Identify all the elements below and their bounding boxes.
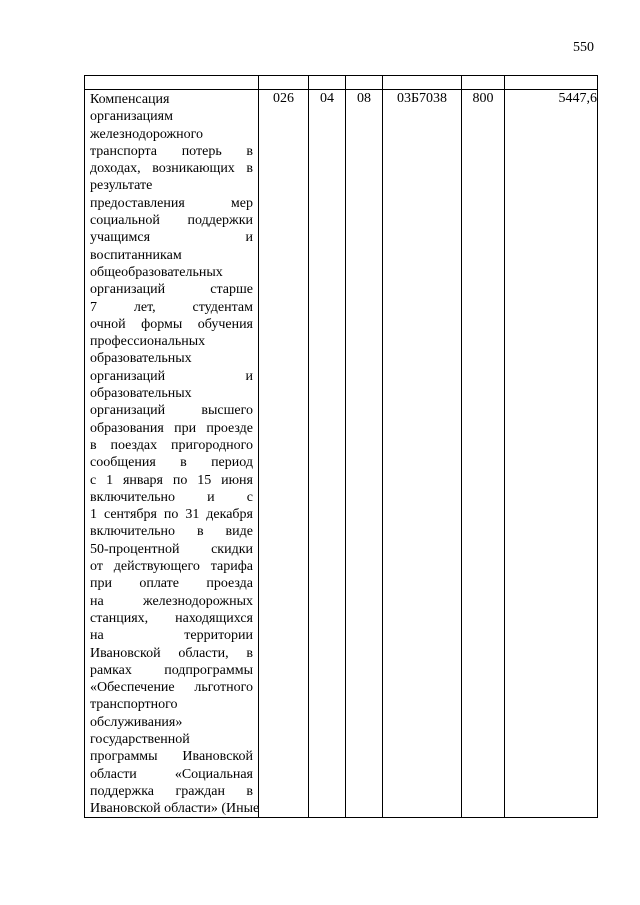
header-cell	[259, 76, 309, 90]
description-text	[85, 90, 258, 817]
description-line: воспитанникам	[90, 247, 182, 263]
description-line: организаций старше	[90, 282, 253, 298]
target-article-code: 03Б7038	[383, 90, 462, 818]
description-line: профессиональных	[90, 334, 206, 350]
description-line: от действующего тарифа	[90, 559, 253, 575]
description-line: включительно в виде	[90, 524, 253, 540]
description-line: в поездах пригородного	[90, 437, 253, 453]
description-line: области «Социальная	[90, 766, 253, 782]
amount-value: 5447,6	[505, 90, 598, 818]
description-line: 50-процентной скидки	[90, 541, 253, 557]
description-line: включительно и с	[90, 489, 253, 505]
expense-type-code: 800	[462, 90, 505, 818]
description-cell	[85, 90, 259, 818]
description-line: Ивановской области, в	[90, 645, 253, 661]
description-line: организаций высшего	[90, 403, 253, 419]
ministry-code: 026	[259, 90, 309, 818]
description-line: Компенсация	[90, 92, 170, 107]
header-cell	[505, 76, 598, 90]
description-line: обслуживания»	[90, 714, 183, 730]
header-cell	[85, 76, 259, 90]
description-line: результате	[90, 178, 153, 194]
description-line: доходах, возникающих в	[90, 161, 253, 177]
description-line: социальной поддержки	[90, 213, 253, 229]
description-line: очной формы обучения	[90, 316, 253, 332]
description-line: организациям	[90, 109, 173, 125]
description-line: государственной	[90, 731, 190, 747]
subsection-code: 08	[346, 90, 383, 818]
description-line: образовательных	[90, 386, 192, 402]
description-line: 7 лет, студентам	[90, 299, 253, 315]
header-cell	[309, 76, 346, 90]
description-line: образования при проезде	[90, 420, 253, 436]
description-line: рамках подпрограммы	[90, 662, 253, 678]
description-line: организаций и	[90, 368, 253, 384]
description-line: на железнодорожных	[90, 593, 253, 609]
description-line: при оплате проезда	[90, 576, 253, 592]
table-row	[85, 90, 598, 818]
description-line: учащимся и	[90, 230, 253, 246]
description-line: образовательных	[90, 351, 192, 367]
header-cell	[462, 76, 505, 90]
description-line: на территории	[90, 628, 253, 644]
header-cell	[383, 76, 462, 90]
description-line: поддержка граждан в	[90, 783, 253, 799]
description-line: Ивановской области» (Иные	[90, 801, 260, 817]
description-line: станциях, находящихся	[90, 610, 253, 626]
description-line: общеобразовательных	[90, 264, 223, 280]
description-line: транспортного	[90, 697, 178, 713]
description-line: железнодорожного	[90, 126, 204, 142]
description-line: предоставления мер	[90, 195, 253, 211]
section-code: 04	[309, 90, 346, 818]
description-line: с 1 января по 15 июня	[90, 472, 253, 488]
budget-table	[84, 75, 598, 818]
page-number: 550	[573, 40, 594, 55]
header-cell	[346, 76, 383, 90]
description-line: транспорта потерь в	[90, 143, 253, 159]
description-line: программы Ивановской	[90, 749, 253, 765]
description-line: сообщения в период	[90, 455, 253, 471]
description-line: «Обеспечение льготного	[90, 680, 253, 696]
description-line: 1 сентября по 31 декабря	[90, 507, 253, 523]
header-row	[85, 76, 598, 90]
